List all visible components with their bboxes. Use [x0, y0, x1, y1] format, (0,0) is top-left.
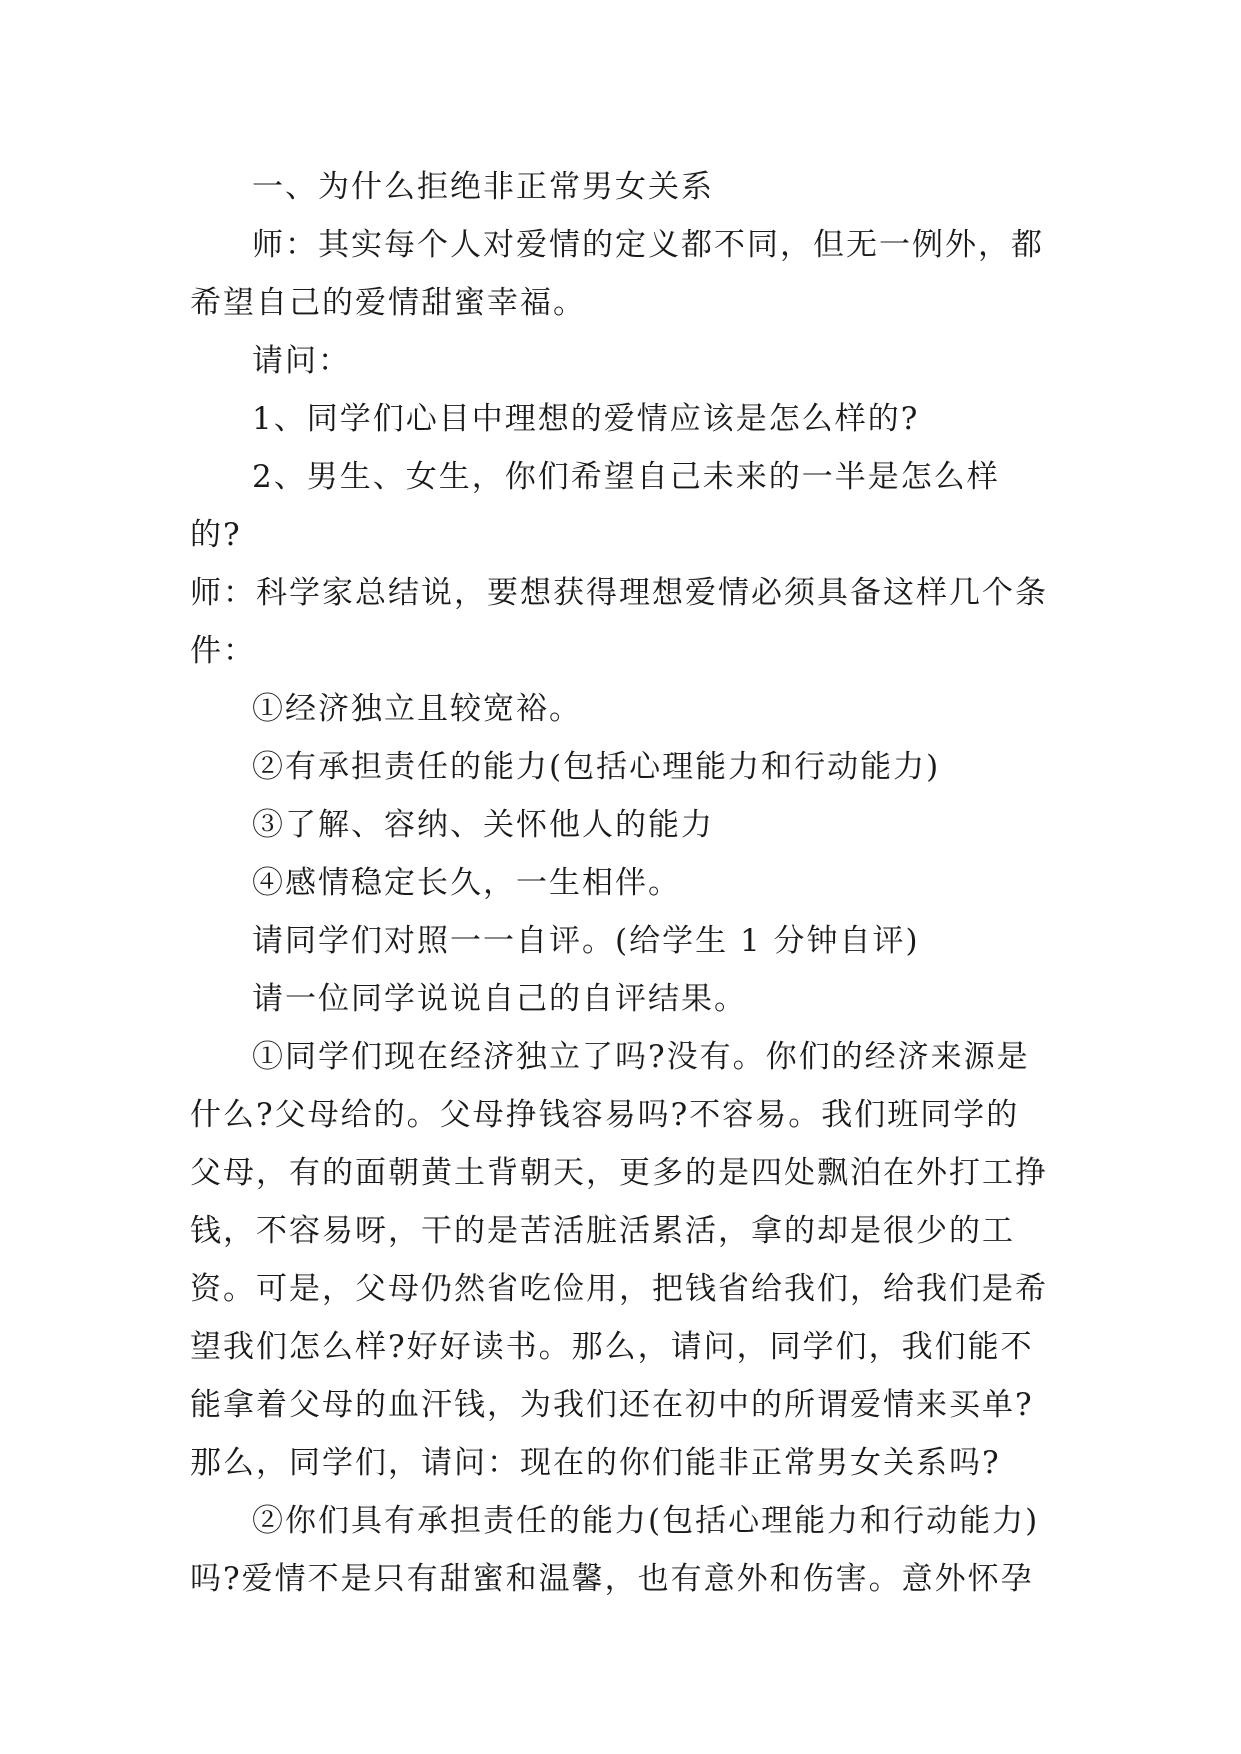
document-body [190, 158, 1050, 1608]
paragraph: ②你们具有承担责任的能力(包括心理能力和行动能力)吗?爱情不是只有甜蜜和温馨，也有意外和伤害。意外怀孕 [190, 1503, 1040, 1597]
paragraph: 师：其实每个人对爱情的定义都不同，但无一例外，都希望自己的爱情甜蜜幸福。 [190, 227, 1044, 321]
condition-item: ②有承担责任的能力(包括心理能力和行动能力) [252, 749, 941, 785]
paragraph: 请问： [252, 343, 351, 379]
question-item: 1、同学们心目中理想的爱情应该是怎么样的? [252, 401, 920, 437]
condition-item: ③了解、容纳、关怀他人的能力 [252, 807, 714, 843]
section-heading: 一、为什么拒绝非正常男女关系 [252, 169, 714, 205]
paragraph: ①同学们现在经济独立了吗?没有。你们的经济来源是什么?父母给的。父母挣钱容易吗?不容易。我们班同学的父母，有的面朝黄土背朝天，更多的是四处飘泊在外打工挣钱，不容易呀，干的是苦活脏活累活，拿的却是很少的工资。可是，父母仍然省吃俭用，把钱省给我们，给我们是希望我们怎么样?好好读书。那么，请问，同学们，我们能不能拿着父母的血汗钱，为我们还在初中的所谓爱情来买单?那么，同学们，请问：现在的你们能非正常男女关系吗? [190, 1039, 1048, 1481]
paragraph: 请一位同学说说自己的自评结果。 [252, 981, 747, 1017]
paragraph: 请同学们对照一一自评。(给学生 1 分钟自评) [252, 923, 920, 959]
condition-item: ①经济独立且较宽裕。 [252, 691, 582, 727]
paragraph: 师：科学家总结说，要想获得理想爱情必须具备这样几个条件： [190, 575, 1048, 669]
question-item: 2、男生、女生，你们希望自己未来的一半是怎么样的? [190, 459, 1000, 553]
condition-item: ④感情稳定长久，一生相伴。 [252, 865, 681, 901]
